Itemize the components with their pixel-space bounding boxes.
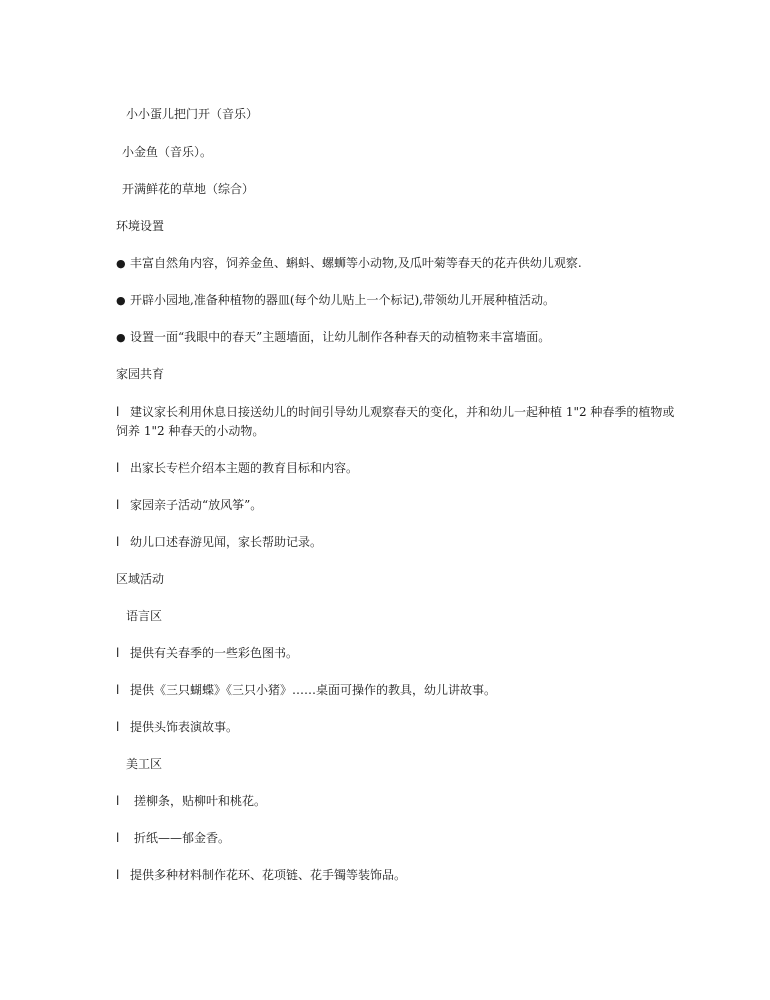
list-item: l 提供《三只蝴蝶》《三只小猪》……桌面可操作的教具，幼儿讲故事。 [116, 683, 497, 697]
bullet-dot-icon: ● [116, 257, 126, 270]
list-item: l 建议家长利用休息日接送幼儿的时间引导幼儿观察春天的变化，并和幼儿一起种植 1"2 种春季的植物或饲养 1"2 种春天的小动物。 [116, 405, 675, 438]
list-item: l 提供多种材料制作花环、花项链、花手镯等装饰品。 [116, 868, 407, 882]
song-title-2: 小金鱼（音乐）。 [122, 145, 213, 159]
bullet-l-icon: l [116, 720, 120, 734]
bullet-l-icon: l [116, 461, 120, 475]
section-heading-home-school: 家园共育 [116, 367, 165, 381]
bullet-l-icon: l [116, 794, 120, 808]
bullet-l-icon: l [116, 831, 120, 845]
list-item: l 折纸——郁金香。 [116, 831, 231, 845]
bullet-l-icon: l [116, 535, 120, 549]
bullet-l-icon: l [116, 646, 120, 660]
section-heading-environment: 环境设置 [116, 219, 165, 233]
list-item: ● 丰富自然角内容，饲养金鱼、蝌蚪、螺蛳等小动物,及瓜叶菊等春天的花卉供幼儿观察. [116, 254, 730, 273]
bullet-l-icon: l [116, 405, 120, 419]
song-title-1: 小小蛋儿把门开（音乐） [126, 107, 259, 121]
subheading-art-area: 美工区 [126, 757, 163, 771]
list-item: l 搓柳条，贴柳叶和桃花。 [116, 794, 267, 808]
bullet-l-icon: l [116, 683, 120, 697]
bullet-dot-icon: ● [116, 331, 126, 344]
list-item: l 提供头饰表演故事。 [116, 720, 239, 734]
list-item: l 提供有关春季的一些彩色图书。 [116, 646, 299, 660]
list-item: l 幼儿口述春游见闻，家长帮助记录。 [116, 535, 323, 549]
bullet-l-icon: l [116, 498, 120, 512]
list-item: l 家园亲子活动“放风筝”。 [116, 498, 263, 512]
list-item: ● 设置一面“我眼中的春天”主题墙面，让幼儿制作各种春天的动植物来丰富墙面。 [116, 328, 730, 347]
list-item: l 出家长专栏介绍本主题的教育目标和内容。 [116, 461, 359, 475]
activity-title-3: 开满鲜花的草地（综合） [122, 182, 255, 196]
bullet-l-icon: l [116, 868, 120, 882]
bullet-dot-icon: ● [116, 294, 126, 307]
subheading-language-area: 语言区 [126, 609, 163, 623]
section-heading-area-activities: 区域活动 [116, 572, 165, 586]
list-item: ● 开辟小园地,准备种植物的器皿(每个幼儿贴上一个标记),带领幼儿开展种植活动。 [116, 291, 730, 310]
